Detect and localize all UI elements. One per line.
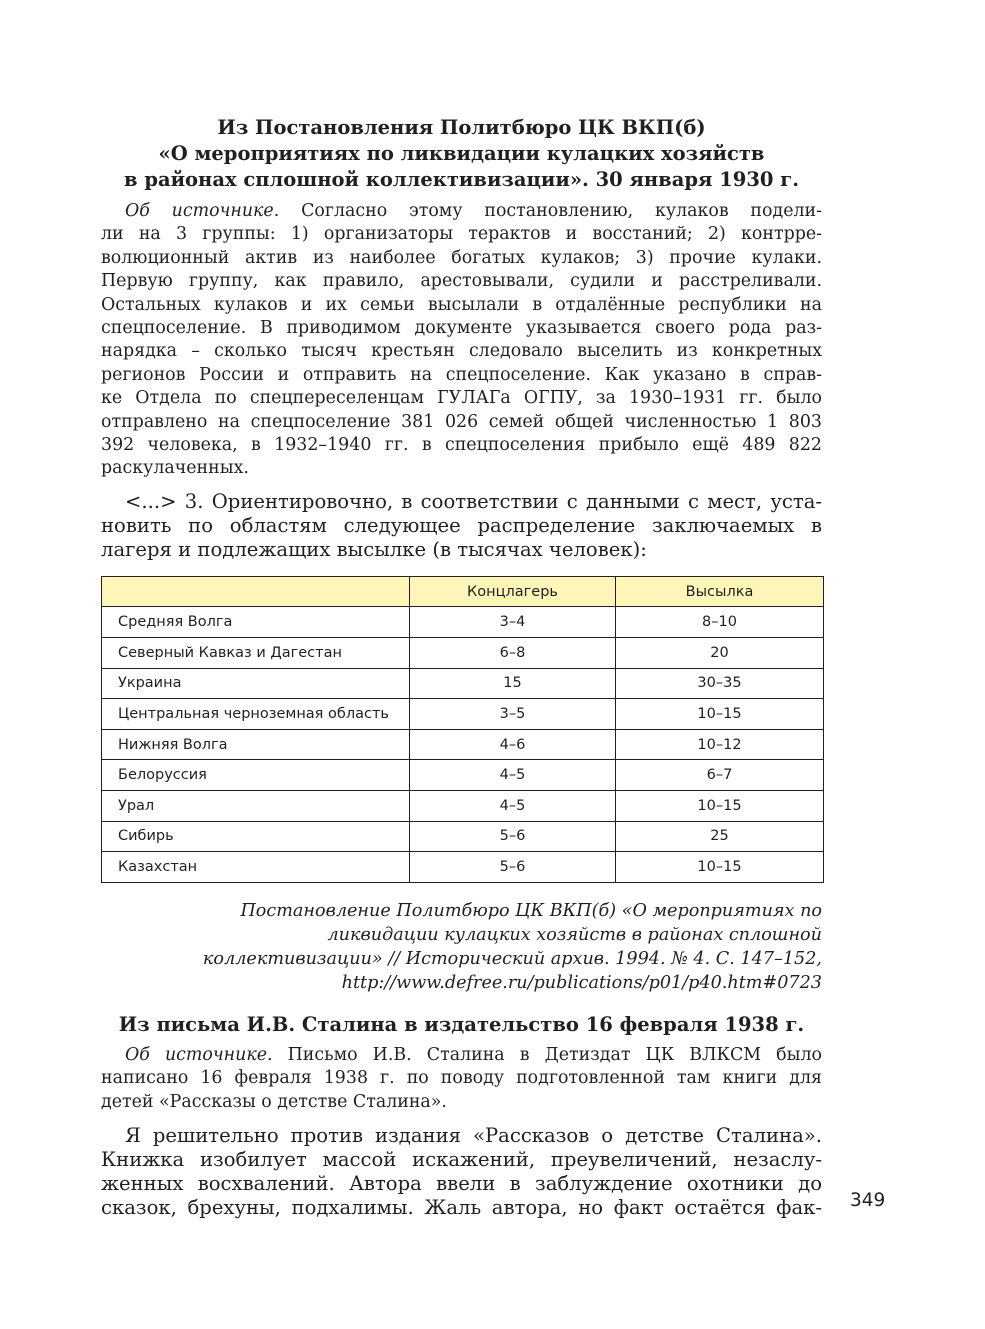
- text-line: лагеря и подлежащих высылке (в тысячах человек):: [101, 537, 647, 561]
- text-line: Я решительно против издания «Рассказов о детстве Сталина».: [125, 1124, 822, 1148]
- region-cell: Казахстан: [102, 852, 410, 883]
- about-line: детей «Рассказы о детстве Сталина».: [101, 1091, 447, 1112]
- region-cell: Центральная черноземная область: [102, 699, 410, 730]
- region-cell: Средняя Волга: [102, 607, 410, 638]
- region-cell: Северный Кавказ и Дагестан: [102, 638, 410, 669]
- text-line: женных восхвалений. Автора ввели в заблуждение охотники до: [101, 1172, 822, 1196]
- exile-cell: 10–15: [616, 699, 824, 730]
- camp-cell: 4–5: [410, 791, 616, 822]
- camp-cell: 3–5: [410, 699, 616, 730]
- section2-about-source: [101, 1044, 822, 1114]
- title-line: «О мероприятиях по ликвидации кулацких хозяйств: [158, 142, 765, 165]
- camp-cell: 4–6: [410, 729, 616, 760]
- text-line: новить по областям следующее распределение заключаемых в: [101, 513, 822, 537]
- exile-cell: 8–10: [616, 607, 824, 638]
- citation-line: коллективизации» // Исторический архив. 1994. № 4. С. 147–152,: [202, 948, 822, 969]
- exile-cell: 10–15: [616, 791, 824, 822]
- about-label: Об источнике.: [125, 1044, 273, 1065]
- table-row: [102, 668, 824, 699]
- table-row: [102, 760, 824, 791]
- table-row: [102, 821, 824, 852]
- section1-title: [101, 115, 822, 193]
- section1-about-source: [101, 200, 822, 481]
- text-line: Книжка изобилует массой искажений, преувеличений, незаслу-: [101, 1148, 822, 1172]
- text-line: <...> 3. Ориентировочно, в соответствии с данными с мест, уста-: [125, 489, 822, 513]
- exile-cell: 10–15: [616, 852, 824, 883]
- exile-cell: 20: [616, 638, 824, 669]
- camp-cell: 3–4: [410, 607, 616, 638]
- exile-cell: 10–12: [616, 729, 824, 760]
- about-label: Об источнике.: [125, 201, 280, 221]
- table-row: [102, 791, 824, 822]
- citation-url: http://www.defree.ru/publications/p01/p40.htm#0723: [341, 972, 822, 993]
- about-line: волюционный актив из наиболее богатых кулаков; 3) прочие кулаки.: [101, 247, 822, 268]
- camp-cell: 5–6: [410, 852, 616, 883]
- distribution-table: [101, 576, 824, 883]
- about-line: 392 человека, в 1932–1940 гг. в спецпоселения прибыло ещё 489 822: [101, 435, 822, 456]
- table-header-row: [102, 576, 824, 607]
- page-number: 349: [850, 1190, 886, 1211]
- camp-cell: 5–6: [410, 821, 616, 852]
- about-line: раскулаченных.: [101, 458, 249, 479]
- header-cell-exile: Высылка: [616, 576, 824, 607]
- source-citation: [101, 899, 822, 995]
- table-row: [102, 852, 824, 883]
- section1-document-text: [101, 490, 822, 562]
- region-cell: Нижняя Волга: [102, 729, 410, 760]
- section2-letter-text: [101, 1124, 822, 1220]
- page-content: [101, 115, 822, 1220]
- region-cell: Сибирь: [102, 821, 410, 852]
- about-line: спецпоселение. В приводимом документе указывается своего рода раз-: [101, 318, 822, 339]
- about-line: регионов России и отправить на спецпоселение. Как указано в справ-: [101, 364, 822, 385]
- table-row: [102, 607, 824, 638]
- table-row: [102, 638, 824, 669]
- exile-cell: 30–35: [616, 668, 824, 699]
- header-cell: [102, 576, 410, 607]
- title-line: в районах сплошной коллективизации». 30 января 1930 г.: [123, 168, 800, 191]
- about-line: Остальных кулаков и их семьи высылали в отдалённые республики на: [101, 294, 822, 315]
- camp-cell: 15: [410, 668, 616, 699]
- exile-cell: 25: [616, 821, 824, 852]
- about-line: Об источнике. Письмо И.В. Сталина в Детиздат ЦК ВЛКСМ было: [125, 1044, 823, 1065]
- about-line: написано 16 февраля 1938 г. по поводу подготовленной там книги для: [101, 1068, 822, 1089]
- header-cell-camp: Концлагерь: [410, 576, 616, 607]
- table-row: [102, 699, 824, 730]
- region-cell: Белоруссия: [102, 760, 410, 791]
- text-line: сказок, брехуны, подхалимы. Жаль автора, но факт остаётся фак-: [101, 1196, 822, 1220]
- region-cell: Урал: [102, 791, 410, 822]
- citation-line: Постановление Политбюро ЦК ВКП(б) «О мероприятиях по: [240, 900, 822, 921]
- about-line: ли на 3 группы: 1) организаторы терактов и восстаний; 2) контрре-: [101, 224, 822, 245]
- about-line: ке Отдела по спецпереселенцам ГУЛАГа ОГПУ, за 1930–1931 гг. было: [101, 388, 822, 409]
- exile-cell: 6–7: [616, 760, 824, 791]
- title-line: Из Постановления Политбюро ЦК ВКП(б): [217, 116, 706, 139]
- region-cell: Украина: [102, 668, 410, 699]
- about-line: нарядка – сколько тысяч крестьян следовало выселить из конкретных: [101, 341, 822, 362]
- table-row: [102, 729, 824, 760]
- about-line: Об источнике. Согласно этому постановлению, кулаков подели-: [125, 201, 823, 221]
- about-line: Первую группу, как правило, арестовывали, судили и расстреливали.: [101, 271, 822, 292]
- about-line: отправлено на спецпоселение 381 026 семей общей численностью 1 803: [101, 411, 822, 432]
- citation-line: ликвидации кулацких хозяйств в районах сплошной: [327, 924, 822, 945]
- section2-title: Из письма И.В. Сталина в издательство 16 февраля 1938 г.: [118, 1012, 805, 1036]
- camp-cell: 6–8: [410, 638, 616, 669]
- camp-cell: 4–5: [410, 760, 616, 791]
